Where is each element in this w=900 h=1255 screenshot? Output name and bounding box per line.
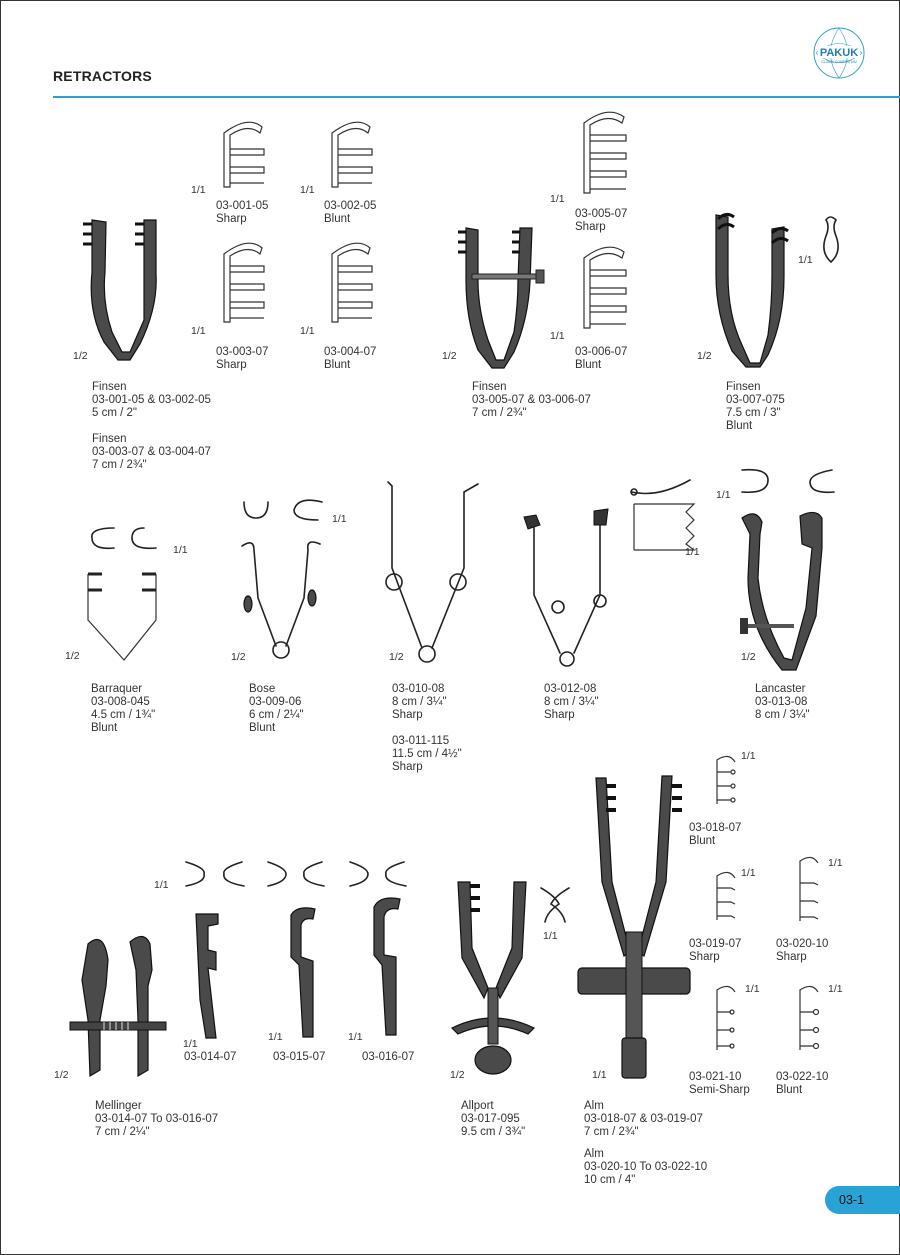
- scale-label: 1/1: [300, 184, 315, 196]
- tip-label: 03-019-07 Sharp: [689, 938, 742, 963]
- scale-label: 1/2: [450, 1069, 465, 1081]
- blade-image-03-016-07: [368, 895, 408, 1040]
- tip-label: 03-006-07 Blunt: [575, 346, 628, 371]
- scale-label: 1/1: [154, 879, 169, 891]
- scale-label: 1/1: [348, 1031, 363, 1043]
- finsen-retractor-image: [78, 212, 168, 362]
- product-barraquer: Barraquer 03-008-045 4.5 cm / 1¾" Blunt: [91, 683, 156, 734]
- title-divider: [53, 96, 900, 98]
- sharp-speculum-image: [520, 505, 615, 670]
- product-finsen-blunt: Finsen 03-007-075 7.5 cm / 3" Blunt: [726, 381, 785, 432]
- product-bose: Bose 03-009-06 6 cm / 2¼" Blunt: [249, 683, 304, 734]
- tip-diagram-03-004-07: [326, 236, 376, 328]
- page-number: 03-1: [825, 1186, 900, 1214]
- tip-diagram-03-003-07: [218, 236, 268, 328]
- tip-label: 03-002-05 Blunt: [324, 200, 377, 225]
- logo-text: PAKUK: [819, 47, 859, 59]
- tip-diagram-03-002-05: [326, 115, 376, 195]
- mellinger-clip-icons: [182, 858, 412, 890]
- finsen-blunt-retractor-image: [706, 205, 796, 370]
- tip-diagram-03-020-10: [796, 853, 826, 925]
- wire-speculum-image: [378, 478, 488, 668]
- scale-label: 1/1: [183, 1038, 198, 1050]
- scale-label: 1/1: [716, 489, 731, 501]
- tip-label: 03-003-07 Sharp: [216, 346, 269, 371]
- logo-subtext: GLOBAL CONSORTIUM: [821, 60, 857, 64]
- scale-label: 1/2: [442, 350, 457, 362]
- scale-label: 1/2: [65, 650, 80, 662]
- tip-diagram-03-018-07: [713, 752, 743, 808]
- scale-label: 1/1: [268, 1031, 283, 1043]
- allport-clip-icon: [537, 882, 573, 926]
- bose-clip-icons: [240, 496, 330, 526]
- allport-speculum-image: [448, 878, 538, 1078]
- scale-label: 1/2: [231, 651, 246, 663]
- product-03-010-08: 03-010-08 8 cm / 3¼" Sharp: [392, 683, 447, 721]
- loop-tip-image: [818, 212, 844, 266]
- scale-label: 1/2: [697, 350, 712, 362]
- scale-label: 1/1: [550, 193, 565, 205]
- tip-diagram-03-005-07: [578, 105, 633, 200]
- blade-image-03-015-07: [285, 905, 325, 1040]
- scale-label: 1/1: [300, 325, 315, 337]
- tip-diagram-03-021-10: [713, 982, 743, 1054]
- pakuk-logo: [812, 26, 866, 80]
- scale-label: 1/1: [191, 325, 206, 337]
- blade-label: 03-014-07: [184, 1051, 237, 1063]
- tip-diagram-03-022-10: [796, 982, 826, 1054]
- scale-label: 1/2: [73, 350, 88, 362]
- tip-label: 03-022-10 Blunt: [776, 1071, 829, 1096]
- finsen-screw-retractor-image: [452, 220, 552, 370]
- product-finsen-screw: Finsen 03-005-07 & 03-006-07 7 cm / 2¾": [472, 381, 591, 419]
- tip-label: 03-018-07 Blunt: [689, 822, 742, 847]
- mellinger-speculum-image: [64, 930, 174, 1080]
- page-title: RETRACTORS: [53, 68, 152, 84]
- scale-label: 1/1: [798, 254, 813, 266]
- scale-label: 1/1: [191, 184, 206, 196]
- lancaster-clip-icons: [738, 466, 848, 498]
- blade-image-03-014-07: [190, 910, 230, 1040]
- product-alm-10cm: Alm 03-020-10 To 03-022-10 10 cm / 4": [584, 1148, 708, 1186]
- scale-label: 1/2: [741, 651, 756, 663]
- product-03-011-115: 03-011-115 11.5 cm / 4½" Sharp: [392, 735, 462, 773]
- tip-diagram-03-001-05: [218, 115, 268, 195]
- tip-diagram-03-019-07: [713, 868, 743, 924]
- tip-label: 03-001-05 Sharp: [216, 200, 269, 225]
- scale-label: 1/1: [173, 544, 188, 556]
- product-03-012-08: 03-012-08 8 cm / 3¼" Sharp: [544, 683, 599, 721]
- bose-speculum-image: [236, 538, 326, 663]
- tip-label: 03-005-07 Sharp: [575, 208, 628, 233]
- scale-label: 1/2: [389, 651, 404, 663]
- barraquer-speculum-image: [80, 570, 165, 665]
- tip-label: 03-004-07 Blunt: [324, 346, 377, 371]
- scale-label: 1/1: [550, 330, 565, 342]
- alm-retractor-image: [574, 772, 694, 1082]
- scale-label: 1/1: [332, 513, 347, 525]
- scale-label: 1/1: [741, 867, 756, 879]
- product-finsen-7cm: Finsen 03-003-07 & 03-004-07 7 cm / 2¾": [92, 433, 211, 471]
- scale-label: 1/1: [828, 857, 843, 869]
- scale-label: 1/1: [685, 546, 700, 558]
- product-finsen-5cm: Finsen 03-001-05 & 03-002-05 5 cm / 2": [92, 381, 211, 419]
- product-mellinger: Mellinger 03-014-07 To 03-016-07 7 cm / 2¼": [95, 1100, 219, 1138]
- product-allport: Allport 03-017-095 9.5 cm / 3¾": [461, 1100, 526, 1138]
- scale-label: 1/1: [741, 750, 756, 762]
- product-lancaster: Lancaster 03-013-08 8 cm / 3¼": [755, 683, 810, 721]
- blade-label: 03-016-07: [362, 1051, 415, 1063]
- tip-label: 03-021-10 Semi-Sharp: [689, 1071, 750, 1096]
- scale-label: 1/1: [543, 930, 558, 942]
- barraquer-clip-icons: [86, 524, 166, 554]
- scale-label: 1/1: [828, 983, 843, 995]
- scale-label: 1/1: [745, 983, 760, 995]
- scale-label: 1/2: [54, 1069, 69, 1081]
- sharp-blade-tip-image: [628, 474, 700, 554]
- scale-label: 1/1: [592, 1069, 607, 1081]
- blade-label: 03-015-07: [273, 1051, 326, 1063]
- product-alm-7cm: Alm 03-018-07 & 03-019-07 7 cm / 2¾": [584, 1100, 703, 1138]
- tip-diagram-03-006-07: [578, 240, 633, 335]
- tip-label: 03-020-10 Sharp: [776, 938, 829, 963]
